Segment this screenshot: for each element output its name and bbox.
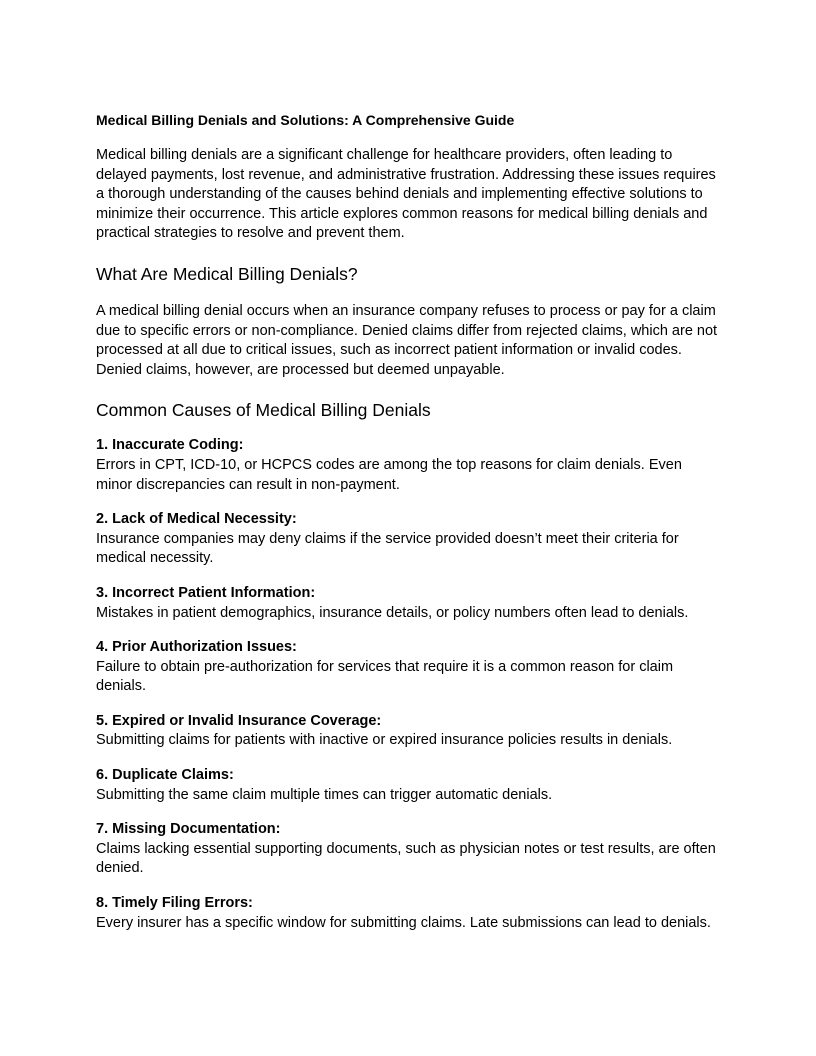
- causes-list: [96, 436, 720, 933]
- list-item-body: Errors in CPT, ICD-10, or HCPCS codes are among the top reasons for claim denials. Even minor discrepancies can result in non-payment.: [96, 456, 682, 493]
- section-heading-common-causes: Common Causes of Medical Billing Denials: [96, 400, 431, 421]
- list-item: [96, 766, 720, 805]
- section-paragraph-what-are-denials: A medical billing denial occurs when an insurance company refuses to process or pay for a claim due to specific errors or non-compliance. Denied claims differ from rejected claims, which are not processed at all due to critical issues, such as incorrect patient information or invalid codes. Denied claims, however, are processed but deemed unpayable.: [96, 302, 718, 378]
- list-item: [96, 894, 720, 933]
- list-item-title: 5. Expired or Invalid Insurance Coverage:: [96, 712, 382, 729]
- list-item: [96, 638, 720, 697]
- list-item-body: Failure to obtain pre-authorization for services that require it is a common reason for claim denials.: [96, 658, 674, 695]
- document-title: Medical Billing Denials and Solutions: A Comprehensive Guide: [96, 112, 515, 128]
- list-item-body: Mistakes in patient demographics, insurance details, or policy numbers often lead to denials.: [96, 604, 689, 621]
- list-item-title: 4. Prior Authorization Issues:: [96, 639, 297, 656]
- list-item-body: Every insurer has a specific window for submitting claims. Late submissions can lead to denials.: [96, 914, 711, 931]
- list-item: [96, 584, 720, 623]
- list-item-body: Insurance companies may deny claims if the service provided doesn’t meet their criteria for medical necessity.: [96, 530, 679, 567]
- list-item-body: Submitting the same claim multiple times can trigger automatic denials.: [96, 786, 553, 803]
- list-item-title: 6. Duplicate Claims:: [96, 767, 234, 784]
- intro-paragraph: Medical billing denials are a significant challenge for healthcare providers, often leading to delayed payments, lost revenue, and administrative frustration. Addressing these issues requires a thorough understanding of the causes behind denials and implementing effective solutions to minimize their occurrence. This article explores common reasons for medical billing denials and practical strategies to resolve and prevent them.: [96, 147, 716, 242]
- list-item-title: 3. Incorrect Patient Information:: [96, 584, 316, 601]
- document-page: [96, 110, 720, 933]
- list-item: [96, 510, 720, 569]
- list-item-title: 2. Lack of Medical Necessity:: [96, 511, 297, 528]
- list-item: [96, 436, 720, 495]
- list-item: [96, 712, 720, 751]
- list-item-body: Submitting claims for patients with inactive or expired insurance policies results in denials.: [96, 732, 673, 749]
- list-item-body: Claims lacking essential supporting documents, such as physician notes or test results, are often denied.: [96, 840, 716, 877]
- list-item-title: 8. Timely Filing Errors:: [96, 895, 253, 912]
- list-item: [96, 820, 720, 879]
- list-item-title: 7. Missing Documentation:: [96, 821, 281, 838]
- list-item-title: 1. Inaccurate Coding:: [96, 437, 244, 454]
- section-heading-what-are-denials: What Are Medical Billing Denials?: [96, 263, 358, 284]
